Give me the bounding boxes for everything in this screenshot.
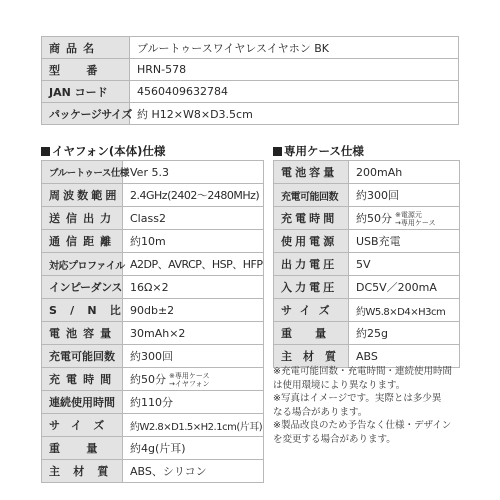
model-number-label: 型番 [42,59,130,81]
spec-value: 約4g(片耳) [123,437,264,460]
table-row [42,103,459,125]
spec-value-with-note: 約50分 ※電源元 →専用ケース [349,207,460,230]
footnotes [273,365,463,446]
table-row [42,230,264,253]
package-size-value: 約 H12×W8×D3.5cm [130,103,459,125]
case-spec-title: 専用ケース仕様 [273,143,364,159]
spec-value: USB充電 [349,230,460,253]
table-row [42,207,264,230]
spec-value: 5V [349,253,460,276]
spec-label: 充電可能回数 [274,184,349,207]
spec-value: 約300回 [123,345,264,368]
spec-label: 充電時間 [274,207,349,230]
spec-label: 周波数範囲 [42,184,123,207]
table-row [42,437,264,460]
spec-label: 充電可能回数 [42,345,123,368]
spec-value: 約W2.8×D1.5×H2.1cm(片耳) [123,414,264,437]
spec-value: Class2 [123,207,264,230]
square-bullet-icon [273,147,282,156]
table-row [274,184,460,207]
spec-label: 対応プロファイル [42,253,123,276]
spec-label: 送信出力 [42,207,123,230]
footnote-line: ※製品改良のため予告なく仕様・デザイン [273,420,452,431]
footnote-line: ※充電可能回数・充電時間・連続使用時間 [273,366,452,377]
earphone-spec-table [41,160,264,483]
spec-label: 入力電圧 [274,276,349,299]
spec-label: 出力電圧 [274,253,349,276]
spec-value: 約10m [123,230,264,253]
table-row [42,460,264,483]
spec-value: 200mAh [349,161,460,184]
charge-note: ※専用ケース →イヤフォン [169,371,210,388]
spec-value: 約110分 [123,391,264,414]
jan-code-value: 4560409632784 [130,81,459,103]
spec-value: 16Ω×2 [123,276,264,299]
charge-note: ※電源元 →専用ケース [395,210,436,227]
product-name-value: ブルートゥースワイヤレスイヤホン BK [130,37,459,59]
table-row [274,322,460,345]
spec-label: 重量 [274,322,349,345]
spec-label: 主材質 [42,460,123,483]
case-spec-table [273,160,460,368]
spec-label: 重量 [42,437,123,460]
spec-value: 約25g [349,322,460,345]
table-row [274,161,460,184]
table-row [274,299,460,322]
footnote-line: を変更する場合があります。 [273,433,396,445]
earphone-spec-title: イヤフォン(本体)仕様 [41,143,165,159]
spec-label: 充電時間 [42,368,123,391]
spec-label: 電池容量 [42,322,123,345]
table-row [42,37,459,59]
spec-label: ブルートゥース仕様 [42,161,123,184]
table-row [42,391,264,414]
spec-value: Ver 5.3 [123,161,264,184]
table-row [274,276,460,299]
spec-value: ABS、シリコン [123,460,264,483]
table-row [42,414,264,437]
model-number-value: HRN-578 [130,59,459,81]
table-row [42,368,264,391]
table-row [42,345,264,368]
spec-label: S/N比 [42,299,123,322]
spec-label: 連続使用時間 [42,391,123,414]
spec-value: 90db±2 [123,299,264,322]
spec-label: サイズ [42,414,123,437]
spec-value-with-note: 約50分 ※専用ケース →イヤフォン [123,368,264,391]
spec-label: 使用電源 [274,230,349,253]
product-info-table [41,36,459,125]
table-row [274,207,460,230]
footnote-line: なる場合があります。 [273,406,368,418]
table-row [42,253,264,276]
spec-value: DC5V／200mA [349,276,460,299]
spec-label: サイズ [274,299,349,322]
table-row [274,230,460,253]
spec-label: 通信距離 [42,230,123,253]
table-row [274,253,460,276]
spec-value: 30mAh×2 [123,322,264,345]
table-row [42,322,264,345]
table-row [42,81,459,103]
footnote-line: は使用環境により異なります。 [273,379,406,391]
spec-label: 電池容量 [274,161,349,184]
table-row [42,59,459,81]
spec-value: 2.4GHz(2402〜2480MHz) [123,184,264,207]
spec-label: インピーダンス [42,276,123,299]
jan-code-label: JAN コード [42,81,130,103]
table-row [42,276,264,299]
table-row [42,299,264,322]
package-size-label: パッケージサイズ [42,103,130,125]
spec-value: ABS [349,345,460,368]
product-name-label: 商品名 [42,37,130,59]
table-row [42,184,264,207]
spec-value: 約300回 [349,184,460,207]
spec-value: 約W5.8×D4×H3cm [349,299,460,322]
footnote-line: ※写真はイメージです。実際とは多少異 [273,393,442,404]
spec-label: 主材質 [274,345,349,368]
spec-value: A2DP、AVRCP、HSP、HFP [123,253,264,276]
table-row [42,161,264,184]
square-bullet-icon [41,147,50,156]
